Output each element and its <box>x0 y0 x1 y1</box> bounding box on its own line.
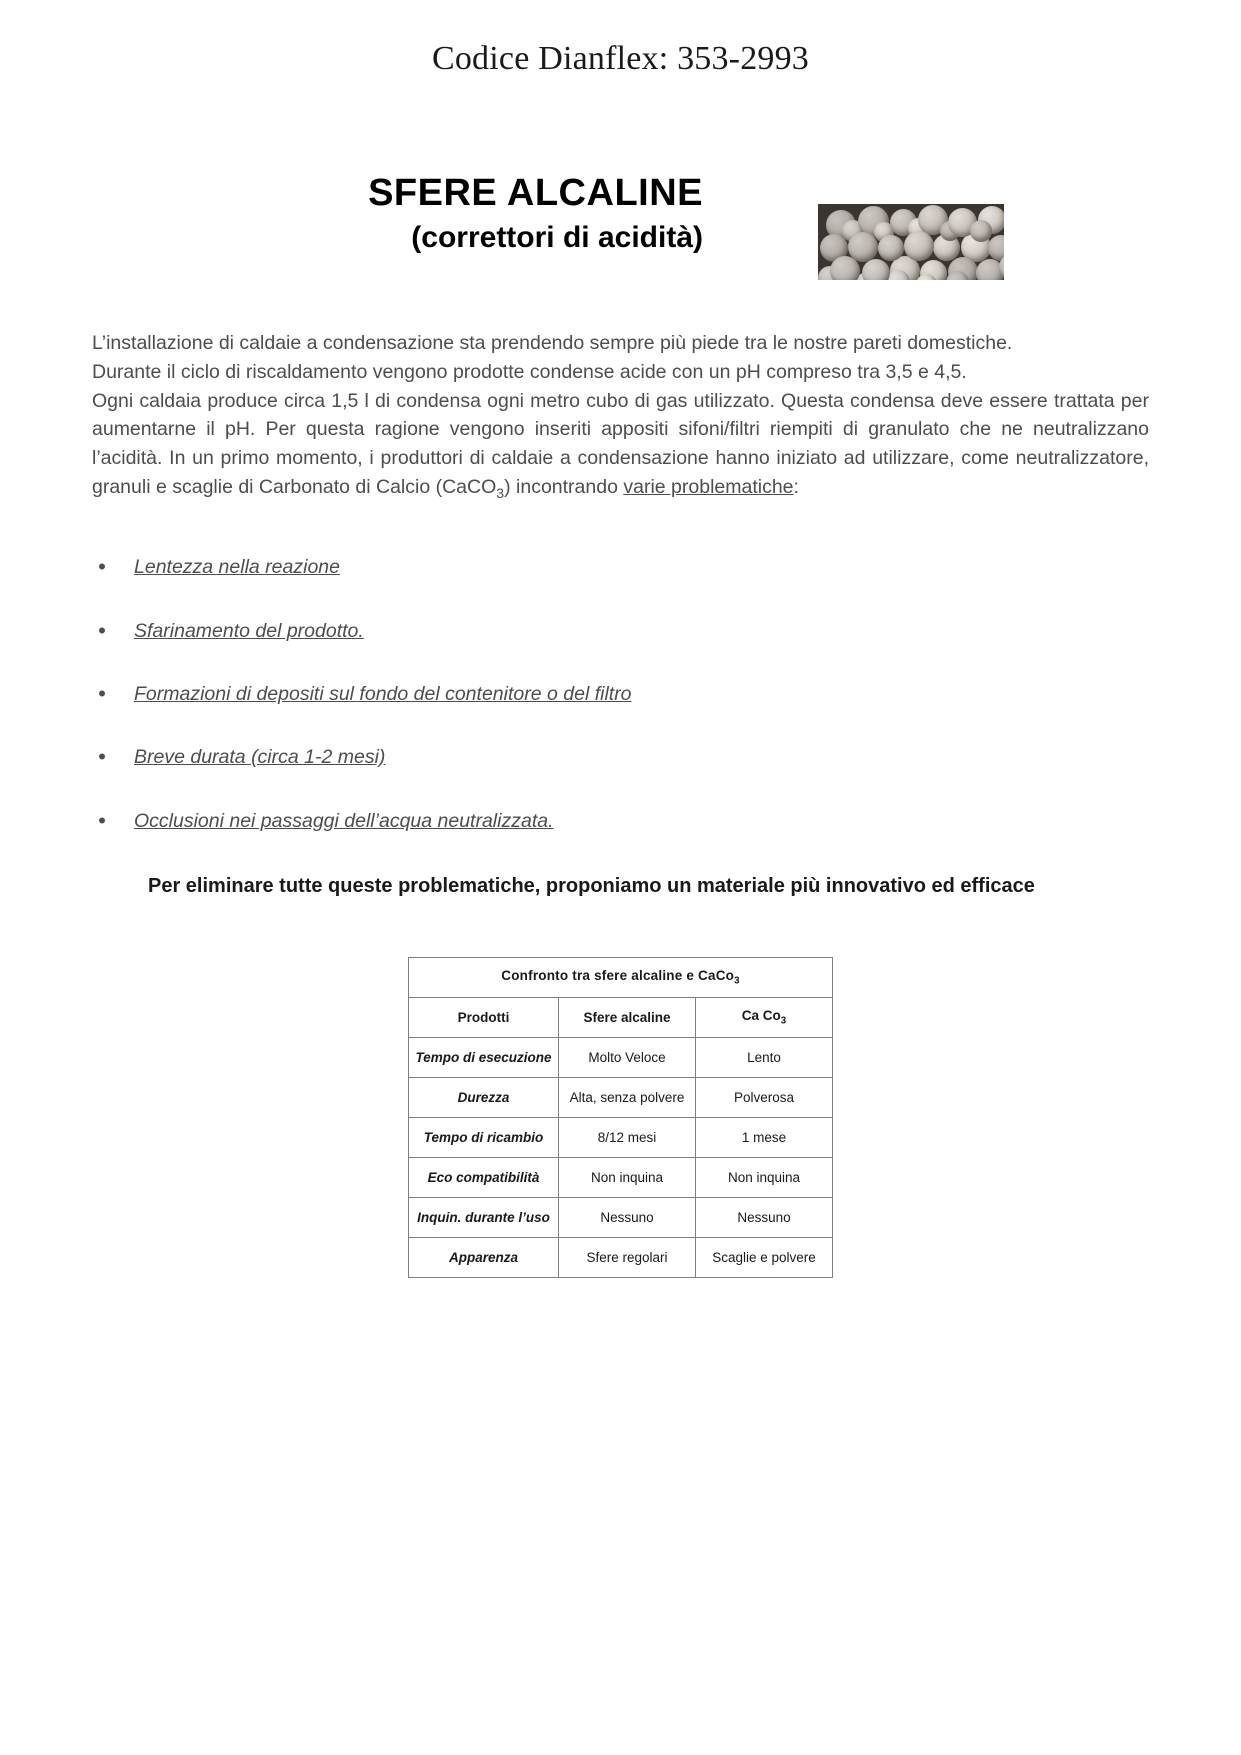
paragraph-condensate-part2: ) incontrando <box>504 475 624 498</box>
cell-caco3: 1 mese <box>695 1117 832 1157</box>
column-header-products: Prodotti <box>408 997 558 1037</box>
row-label: Apparenza <box>408 1237 558 1277</box>
list-item: • Breve durata (circa 1-2 mesi) <box>134 745 1241 770</box>
cell-sfere: Nessuno <box>558 1197 695 1237</box>
title-text-wrap <box>0 172 818 256</box>
table-row <box>408 1157 832 1197</box>
alkaline-spheres-photo <box>818 204 1004 280</box>
column-header-caco3-subscript: 3 <box>780 1015 787 1027</box>
paragraph-condensate <box>92 387 1149 504</box>
callout-paragraph: Per eliminare tutte queste problematiche, proponiamo un materiale più innovativo ed efficace <box>148 874 1035 897</box>
table-row <box>408 1117 832 1157</box>
comparison-table <box>408 957 833 1278</box>
cell-caco3: Scaglie e polvere <box>695 1237 832 1277</box>
paragraph-ph-range: Durante il ciclo di riscaldamento vengono prodotte condense acide con un pH compreso tra 3,5 e 4,5. <box>92 361 967 384</box>
cell-caco3: Non inquina <box>695 1157 832 1197</box>
sphere-shape <box>830 256 860 280</box>
table-row <box>408 1037 832 1077</box>
list-item: • Lentezza nella reazione <box>134 555 1241 580</box>
row-label: Tempo di ricambio <box>408 1117 558 1157</box>
cell-caco3: Polverosa <box>695 1077 832 1117</box>
title-block <box>0 172 1241 287</box>
page-title: SFERE ALCALINE <box>368 172 703 215</box>
row-label: Durezza <box>408 1077 558 1117</box>
table-caption <box>408 957 832 997</box>
page-subtitle: (correttori di acidità) <box>411 221 703 255</box>
list-item: • Occlusioni nei passaggi dell’acqua neutralizzata. <box>134 809 1241 834</box>
paragraph-condensate-part3: : <box>793 475 799 498</box>
issues-list <box>0 555 1241 834</box>
row-label: Tempo di esecuzione <box>408 1037 558 1077</box>
table-caption-text: Confronto tra sfere alcaline e CaCo <box>501 968 735 984</box>
document-header-code: Codice Dianflex: 353-2993 <box>431 40 810 77</box>
cell-caco3: Lento <box>695 1037 832 1077</box>
column-header-sfere-alcaline: Sfere alcaline <box>558 997 695 1037</box>
cell-sfere: 8/12 mesi <box>558 1117 695 1157</box>
row-label: Eco compatibilità <box>408 1157 558 1197</box>
varie-problematiche-underlined: varie problematiche <box>623 475 794 498</box>
table-row <box>408 1077 832 1117</box>
caco3-subscript: 3 <box>496 484 505 501</box>
list-item: • Sfarinamento del prodotto. <box>134 619 1241 644</box>
row-label: Inquin. durante l’uso <box>408 1197 558 1237</box>
sphere-shape <box>862 259 890 280</box>
table-caption-subscript: 3 <box>734 975 740 987</box>
sphere-shape <box>904 231 934 261</box>
comparison-table-wrap <box>0 957 1241 1278</box>
cell-sfere: Molto Veloce <box>558 1037 695 1077</box>
column-header-caco3-text: Ca Co <box>741 1008 781 1024</box>
body-area <box>0 329 1241 503</box>
table-row <box>408 1237 832 1277</box>
table-caption-row <box>408 957 832 997</box>
table-header-row <box>408 997 832 1037</box>
paragraph-intro: L’installazione di caldaie a condensazione sta prendendo sempre più piede tra le nostre pareti domestiche. <box>92 332 1013 355</box>
cell-sfere: Non inquina <box>558 1157 695 1197</box>
paragraph-condensate-part1: Ogni caldaia produce circa 1,5 l di condensa ogni metro cubo di gas utilizzato. Questa condensa deve essere trattata per aumentarne il pH. Per questa ragione vengono inseriti appositi sifoni/filtri riempiti di granulato che ne neutralizzano l’acidità. In un primo momento, i produttori di caldaie a condensazione hanno iniziato ad utilizzare, come neutralizzatore, granuli e scaglie di Carbonato di Calcio (CaCO <box>92 389 1149 498</box>
list-item: • Formazioni di depositi sul fondo del contenitore o del filtro <box>134 682 1241 707</box>
column-header-caco3 <box>695 997 832 1037</box>
table-row <box>408 1197 832 1237</box>
cell-sfere: Sfere regolari <box>558 1237 695 1277</box>
cell-sfere: Alta, senza polvere <box>558 1077 695 1117</box>
cell-caco3: Nessuno <box>695 1197 832 1237</box>
